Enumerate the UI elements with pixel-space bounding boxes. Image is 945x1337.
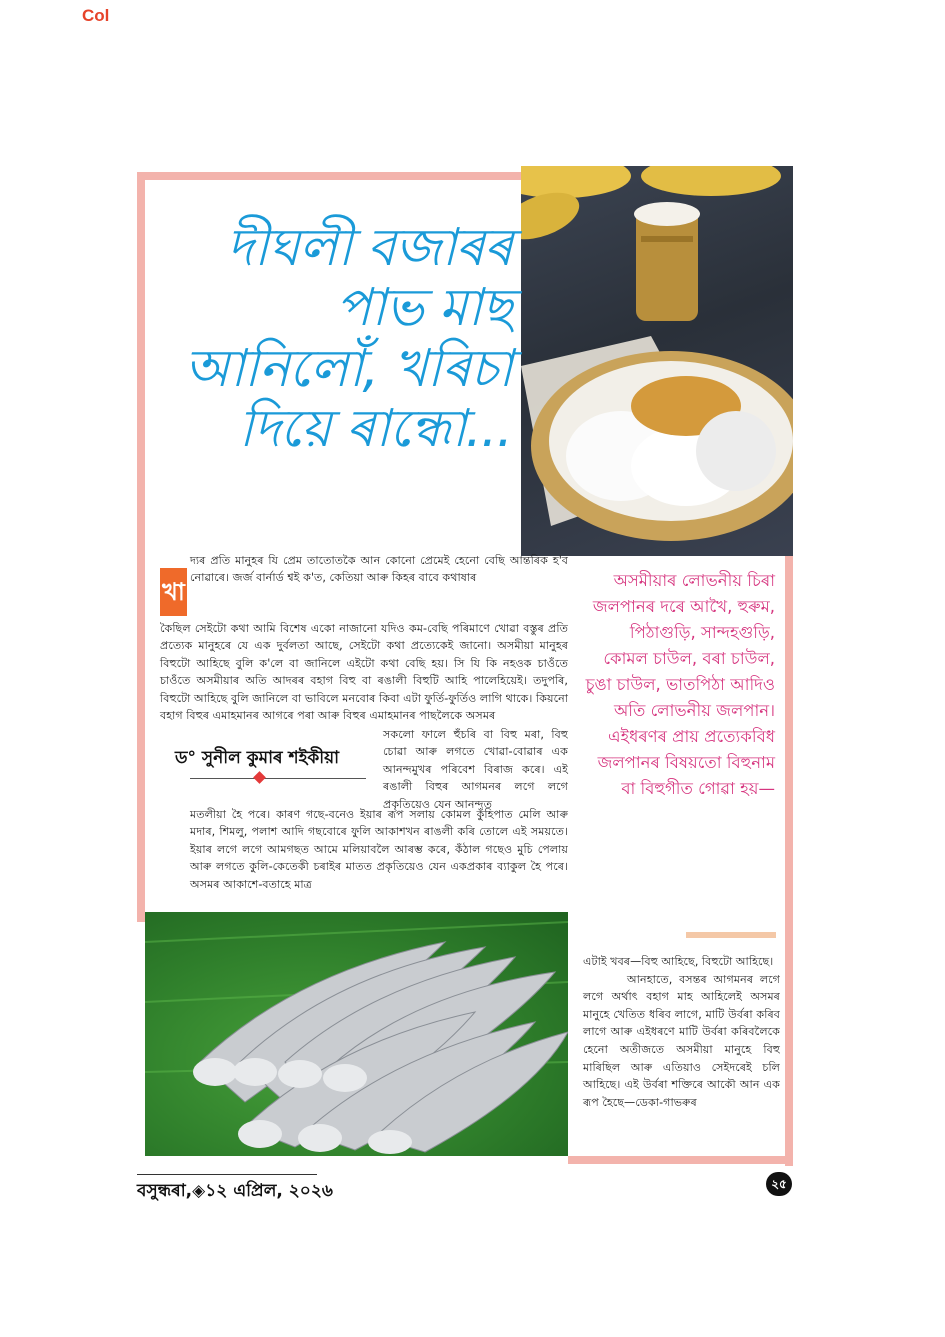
headline	[150, 218, 512, 459]
pull-quote: অসমীয়াৰ লোভনীয় চিৰা জলপানৰ দৰে আখৈ, হুৰুম, পিঠাগুড়ি, সান্দহগুড়ি, কোমল চাউল, বৰা চাউল, চুঙা চাউল, ভাতপিঠা আদিও অতি লোভনীয় জলপান। এইধৰণৰ প্ৰায় প্ৰত্যেকবিধ জলপানৰ বিষয়তো বিহুনাম বা বিহুগীত গোৱা হয়—	[585, 571, 775, 798]
publication-name: বসুন্ধৰা,	[137, 1181, 193, 1201]
headline-line-4: দিয়ে ৰান্ধো...	[238, 398, 512, 459]
article-paragraph-1-cont: কৈছিল সেইটো কথা আমি বিশেষ একো নাজানো যদিও কম-বেছি পৰিমাণে খোৱা বস্তুৰ প্ৰতি প্ৰত্যেক মানুহৰে যে এক দুৰ্বলতা আছে, সেইটো কথা প্ৰত্যেকেই জানো। অসমীয়া মানুহৰ বিহুটো আহিছে বুলি ক'লে বা জানিলে এইটো কথা বেছি হয়। সি যি কি নহওক চাওঁতে চাওঁতে অসমীয়াৰ অতি আদৰৰ বহাগ বিহু বা ৰঙালী বিহুটি আহি পালেহিয়েই। তদুপৰি, বিহুটো আহিছে বুলি জানিলে বা ভাবিলে মনবোৰ কিবা এটা ফুৰ্তি-ফুৰ্তিও লাগি থাকে। কিয়নো বহাগ বিহুৰ এমাহমানৰ আগৰে পৰা আৰু বিহুৰ এমাহমানৰ পাছলৈকে অসমৰ	[160, 622, 568, 723]
sun-icon: ◈	[192, 1181, 206, 1201]
diamond-icon	[253, 771, 266, 784]
corner-label: Col	[82, 6, 110, 25]
frame-right	[785, 556, 793, 1166]
article-paragraph-1: দ্যৰ প্ৰতি মানুহৰ যি প্ৰেম তাতোতকৈ আন কোনো প্ৰেমেই হেনো বেছি আন্তৰিক হ'ব নোৱাৰে। জৰ্জ বাৰ্নাৰ্ড শ্বই ক'ত, কেতিয়া আৰু কিহৰ বাবে কথাষাৰ	[190, 554, 568, 585]
article-paragraph-3: মতলীয়া হৈ পৰে। কাৰণ গছে-বনেও ইয়াৰ ৰূপ সলায় কোমল কুঁহিপাত মেলি আৰু মদাৰ, শিমলু, পলাশ আদি গছবোৰে ফুলি আকাশখন ৰাঙলী কৰি তোলে এই সময়তে। ইয়াৰ লগে লগে আমগছত আমে মলিয়াবলৈ আৰম্ভ কৰে, কঁঠাল গছেও মুচি পেলায় আৰু লগতে কুলি-কেতেকী চৰাইৰ মাতত প্ৰকৃতিয়েও যেন একপ্ৰকাৰ ব্যাকুল হৈ পৰে। অসমৰ আকাশে-বতাহে মাত্ৰ	[190, 808, 568, 891]
frame-bottom	[568, 1156, 793, 1164]
article-paragraph-4a: এটাই খবৰ—বিহু আহিছে, বিহুটো আহিছে।	[583, 955, 774, 968]
page-number: ২৫	[766, 1172, 792, 1196]
article-paragraph-4b: আনহাতে, বসন্তৰ আগমনৰ লগে লগে অৰ্থাৎ বহাগ মাহ আহিলেই অসমৰ মানুহে খেতিত ধৰিব লাগে, মাটি উৰ্বৰা কৰিব লাগে আৰু এইধৰণে মাটি উৰ্বৰা কৰিবলৈকে হেনো অতীজতে অসমীয়া মানুহে বিহু মাৰিছিল আৰু এতিয়াও সেইদৰেই চলি আহিছে। এই উৰ্বৰা শক্তিৰে আকৌ আন এক ৰূপ হৈছে—ডেকা-গাভৰুৰ	[583, 972, 780, 1109]
pull-quote-bar	[686, 932, 776, 938]
article-paragraph-2: সকলো ফালে হুঁচৰি বা বিহু মৰা, বিহু চোৱা আৰু লগতে খোৱা-বোৱাৰ এক আনন্দমুখৰ পৰিবেশ বিৰাজ কৰে। এই ৰঙালী বিহুৰ আগমনৰ লগে লগে প্ৰকৃতিয়েও যেন আনন্দত	[383, 728, 568, 811]
footer-rule	[137, 1174, 317, 1175]
frame-left	[137, 172, 145, 922]
snacks-photo	[521, 166, 793, 556]
snacks-illustration	[521, 166, 793, 556]
author-byline: ড° সুনীল কুমাৰ শইকীয়া	[175, 748, 340, 768]
byline-rule	[190, 778, 366, 779]
fish-photo	[145, 912, 568, 1156]
dropcap: খা	[160, 568, 187, 616]
footer	[137, 1178, 333, 1206]
headline-line-3: আনিলোঁ, খৰিচা	[184, 338, 512, 399]
headline-line-2: পাভ মাছ	[335, 278, 512, 339]
frame-top	[137, 172, 521, 180]
headline-line-1: দীঘলী বজাৰৰ	[226, 218, 512, 278]
article-paragraph-4	[583, 953, 780, 1111]
fish-illustration	[145, 912, 568, 1156]
issue-date: ১২ এপ্ৰিল, ২০২৬	[205, 1181, 333, 1201]
